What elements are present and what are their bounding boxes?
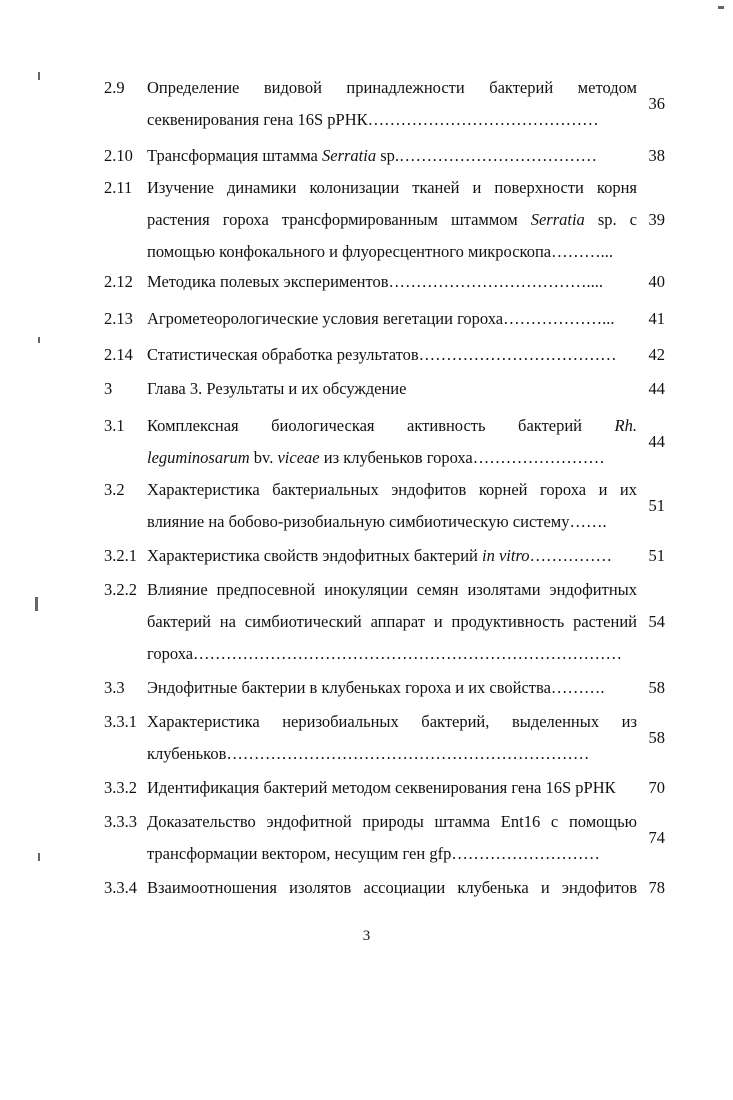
toc-entry-title [147, 72, 637, 136]
toc-entry-line: гороха…………………………………………………………………… [147, 644, 623, 663]
italic-species: Rh. [614, 416, 637, 435]
italic-genus: Serratia [322, 146, 377, 165]
toc-entry-title [147, 140, 637, 172]
toc-entry-page: 38 [648, 146, 665, 165]
toc-entry-number: 2.11 [104, 178, 133, 197]
toc-entry-page: 44 [648, 432, 665, 451]
toc-entry-number: 3.1 [104, 416, 125, 435]
toc-entry-title [147, 706, 637, 770]
scan-mark [38, 853, 40, 861]
toc-entry-number: 3.2.2 [104, 580, 137, 599]
toc-entry-line: помощью конфокального и флуоресцентного микроскопа………... [147, 242, 613, 261]
toc-entry-line: Взаимоотношения изолятов ассоциации клубенька и эндофитов [147, 878, 637, 897]
toc-entry-line: Эндофитные бактерии в клубеньках гороха и их свойства………. [147, 678, 605, 697]
page-number: 3 [362, 928, 371, 944]
toc-entry-number: 3.3 [104, 678, 125, 697]
toc-entry-number: 2.10 [104, 146, 133, 165]
toc-entry-line: Влияние предпосевной инокуляции семян изолятами эндофитных [147, 580, 637, 599]
toc-entry-number: 3 [104, 379, 113, 398]
toc-entry-title [147, 474, 637, 538]
toc-entry-page: 44 [648, 379, 665, 398]
toc-entry-title [147, 373, 637, 405]
toc-entry-line: Характеристика бактериальных эндофитов корней гороха и их [147, 480, 637, 499]
italic-species: viceae [277, 448, 320, 467]
toc-entry-page: 39 [648, 210, 665, 229]
toc-entry-title [147, 410, 637, 474]
toc-entry-number: 3.3.4 [104, 878, 137, 897]
toc-entry-page: 51 [648, 496, 665, 515]
toc-entry-line: Глава 3. Результаты и их обсуждение [147, 379, 407, 398]
toc-entry-line: Характеристика свойств эндофитных бактерий in vitro…………… [147, 546, 613, 565]
toc-entry-line: Идентификация бактерий методом секвенирования гена 16S рРНК [147, 778, 616, 797]
toc-entry-line: растения гороха трансформированным штаммом Serratia sp. с [147, 210, 637, 229]
italic-term: in vitro [482, 546, 530, 565]
toc-entry-number: 2.13 [104, 309, 133, 328]
toc-entry-page: 41 [648, 309, 665, 328]
toc-entry-page: 78 [648, 878, 665, 897]
toc-entry-line: leguminosarum bv. viceae из клубеньков гороха…………………… [147, 448, 605, 467]
toc-entry-title [147, 772, 637, 804]
toc-entry-title [147, 672, 637, 704]
toc-entry-line: Доказательство эндофитной природы штамма Ent16 с помощью [147, 812, 637, 831]
toc-entry-page: 36 [648, 94, 665, 113]
toc-entry-line: Статистическая обработка результатов……………………………… [147, 345, 617, 364]
toc-entry-title [147, 339, 637, 371]
toc-entry-line: Агрометеорологические условия вегетации гороха………………... [147, 309, 615, 328]
toc-entry-title [147, 872, 637, 904]
toc-entry-page: 42 [648, 345, 665, 364]
toc-entry-line: Методика полевых экспериментов……………………………….... [147, 272, 604, 291]
toc-entry-title [147, 303, 637, 335]
toc-entry-number: 2.12 [104, 272, 133, 291]
toc-entry-page: 74 [648, 828, 665, 847]
toc-entry-page: 54 [648, 612, 665, 631]
italic-species: leguminosarum [147, 448, 250, 467]
toc-entry-page: 58 [648, 678, 665, 697]
toc-entry-page: 70 [648, 778, 665, 797]
page-footer [0, 928, 733, 945]
scan-mark [718, 6, 724, 9]
toc-entry-number: 3.3.3 [104, 812, 137, 831]
scan-mark [35, 597, 38, 611]
toc-entry-title [147, 172, 637, 268]
toc-entry-title [147, 806, 637, 870]
toc-entry-number: 2.14 [104, 345, 133, 364]
toc-entry-number: 3.2 [104, 480, 125, 499]
scan-mark [38, 337, 40, 343]
toc-entry-number: 3.2.1 [104, 546, 137, 565]
scan-mark [38, 72, 40, 80]
toc-entry-number: 3.3.2 [104, 778, 137, 797]
toc-entry-page: 58 [648, 728, 665, 747]
toc-entry-line: Комплексная биологическая активность бактерий Rh. [147, 416, 637, 435]
toc-entry-line: Изучение динамики колонизации тканей и поверхности корня [147, 178, 637, 197]
toc-entry-title [147, 540, 637, 572]
italic-genus: Serratia [530, 210, 585, 229]
toc-entry-line: влияние на бобово-ризобиальную симбиотическую систему……. [147, 512, 607, 531]
toc-entry-number: 3.3.1 [104, 712, 137, 731]
toc-entry-line: Характеристика неризобиальных бактерий, выделенных из [147, 712, 637, 731]
toc-entry-page: 51 [648, 546, 665, 565]
toc-entry-page: 40 [648, 272, 665, 291]
toc-entry-number: 2.9 [104, 78, 125, 97]
toc-entry-title [147, 574, 637, 670]
toc-entry-line: секвенирования гена 16S рРНК…………………………………… [147, 110, 599, 129]
toc-entry-line: трансформации вектором, несущим ген gfp……………………… [147, 844, 600, 863]
toc-entry-title [147, 266, 637, 298]
toc-entry-line: клубеньков………………………………………………………… [147, 744, 590, 763]
toc-entry-line: Трансформация штамма Serratia sp.……………………………… [147, 146, 598, 165]
toc-entry-line: бактерий на симбиотический аппарат и продуктивность растений [147, 612, 637, 631]
toc-entry-line: Определение видовой принадлежности бактерий методом [147, 78, 637, 97]
